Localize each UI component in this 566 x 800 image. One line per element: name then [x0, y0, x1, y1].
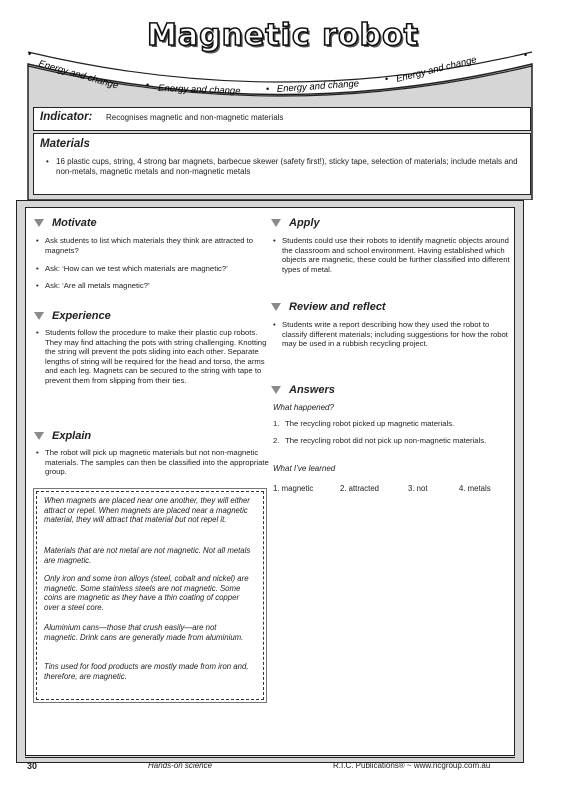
- page-number: 30: [27, 761, 38, 771]
- triangle-icon: [271, 386, 281, 394]
- svg-text:•: •: [28, 49, 32, 59]
- indicator-text: Recognises magnetic and non-magnetic materials: [106, 113, 284, 122]
- experience-heading: Experience: [34, 310, 111, 322]
- learned-answer-2: 2. attracted: [340, 484, 380, 493]
- explain-text: • The robot will pick up magnetic materials but not non-magnetic materials. The samples can then be classified into the appropriate group.: [36, 448, 270, 477]
- banner-seg-1: Energy and change: [37, 58, 120, 92]
- review-heading: Review and reflect: [271, 301, 386, 313]
- triangle-icon: [34, 219, 44, 227]
- svg-text:•: •: [146, 80, 150, 90]
- explain-notes-box: [36, 491, 264, 700]
- answer-item-2: 2. The recycling robot did not pick up non-magnetic materials.: [273, 436, 487, 445]
- explain-note-2: Materials that are not metal are not magnetic. Not all metals are magnetic.: [44, 546, 251, 565]
- indicator-box: [33, 107, 531, 131]
- triangle-icon: [34, 312, 44, 320]
- banner-seg-2: Energy and change: [157, 83, 241, 97]
- learned-answer-1: 1. magnetic: [273, 484, 314, 493]
- svg-text:•: •: [385, 74, 389, 84]
- triangle-icon: [34, 432, 44, 440]
- svg-text:•: •: [266, 84, 270, 94]
- banner-seg-3: Energy and change: [276, 78, 360, 95]
- answer-item-1: 1. The recycling robot picked up magnetic materials.: [273, 419, 455, 428]
- learned-answer-4: 4. metals: [459, 484, 491, 493]
- main-panel: [25, 207, 515, 756]
- motivate-heading: Motivate: [34, 217, 97, 229]
- indicator-label: Indicator:: [40, 111, 93, 123]
- what-learned-label: What I’ve learned: [273, 464, 336, 473]
- triangle-icon: [271, 303, 281, 311]
- triangle-icon: [271, 219, 281, 227]
- explain-heading: Explain: [34, 430, 91, 442]
- footer-rule: [25, 757, 515, 758]
- motivate-item-2: • Ask: ‘How can we test which materials are magnetic?’: [36, 264, 270, 274]
- materials-heading: Materials: [40, 138, 90, 150]
- review-text: • Students write a report describing how they used the robot to classify different materials; including suggestions for how the robot may be used in a rubbish recycling project.: [273, 320, 512, 349]
- motivate-item-3: • Ask: ‘Are all metals magnetic?’: [36, 281, 265, 291]
- experience-text: • Students follow the procedure to make their plastic cup robots. They may find attaching the pots with string challenging. Knotting the string will prevent the pots sliding into each other. Separate lengths of string will be required for the head and torso, the arms and each leg. Magnets can be secured to the string with tape to prevent them from slipping from their ties.: [36, 328, 270, 385]
- learned-answer-3: 3. not: [408, 484, 428, 493]
- answers-heading: Answers: [271, 384, 335, 396]
- explain-note-3: Only iron and some iron alloys (steel, cobalt and nickel) are magnetic. Some stainless steels are not magnetic. Some coins are magnetic as they have a thin coating of copper over a steel core.: [44, 574, 249, 612]
- apply-text: • Students could use their robots to identify magnetic objects around the classroom and school environment. Having established which objects are magnetic, these could be further classified into different types of metal.: [273, 236, 512, 274]
- explain-note-5: Tins used for food products are mostly made from iron and, therefore, are magnetic.: [44, 662, 249, 681]
- svg-text:•: •: [524, 50, 528, 60]
- footer-publisher: R.I.C. Publications® ~ www.ricgroup.com.au: [333, 761, 491, 770]
- apply-heading: Apply: [271, 217, 320, 229]
- explain-note-4: Aluminium cans—those that crush easily—are not magnetic. Drink cans are generally made from aluminium.: [44, 623, 244, 642]
- materials-box: [33, 133, 531, 195]
- motivate-item-1: • Ask students to list which materials they think are attracted to magnets?: [36, 236, 265, 255]
- banner-seg-4: Energy and change: [395, 54, 478, 85]
- explain-note-1: When magnets are placed near one another, they will either attract or repel. When magnets are placed near a magnetic material, they will attract that material but not repel it.: [44, 496, 250, 525]
- materials-text: • 16 plastic cups, string, 4 strong bar magnets, barbecue skewer (safety first!), sticky tape, selection of materials; include metals and non-metals, magnetic metals and non-magnetic metals: [46, 157, 526, 177]
- footer-title: Hands-on science: [148, 761, 213, 770]
- what-happened-label: What happened?: [273, 403, 334, 412]
- page-title: Magnetic robot: [147, 18, 419, 53]
